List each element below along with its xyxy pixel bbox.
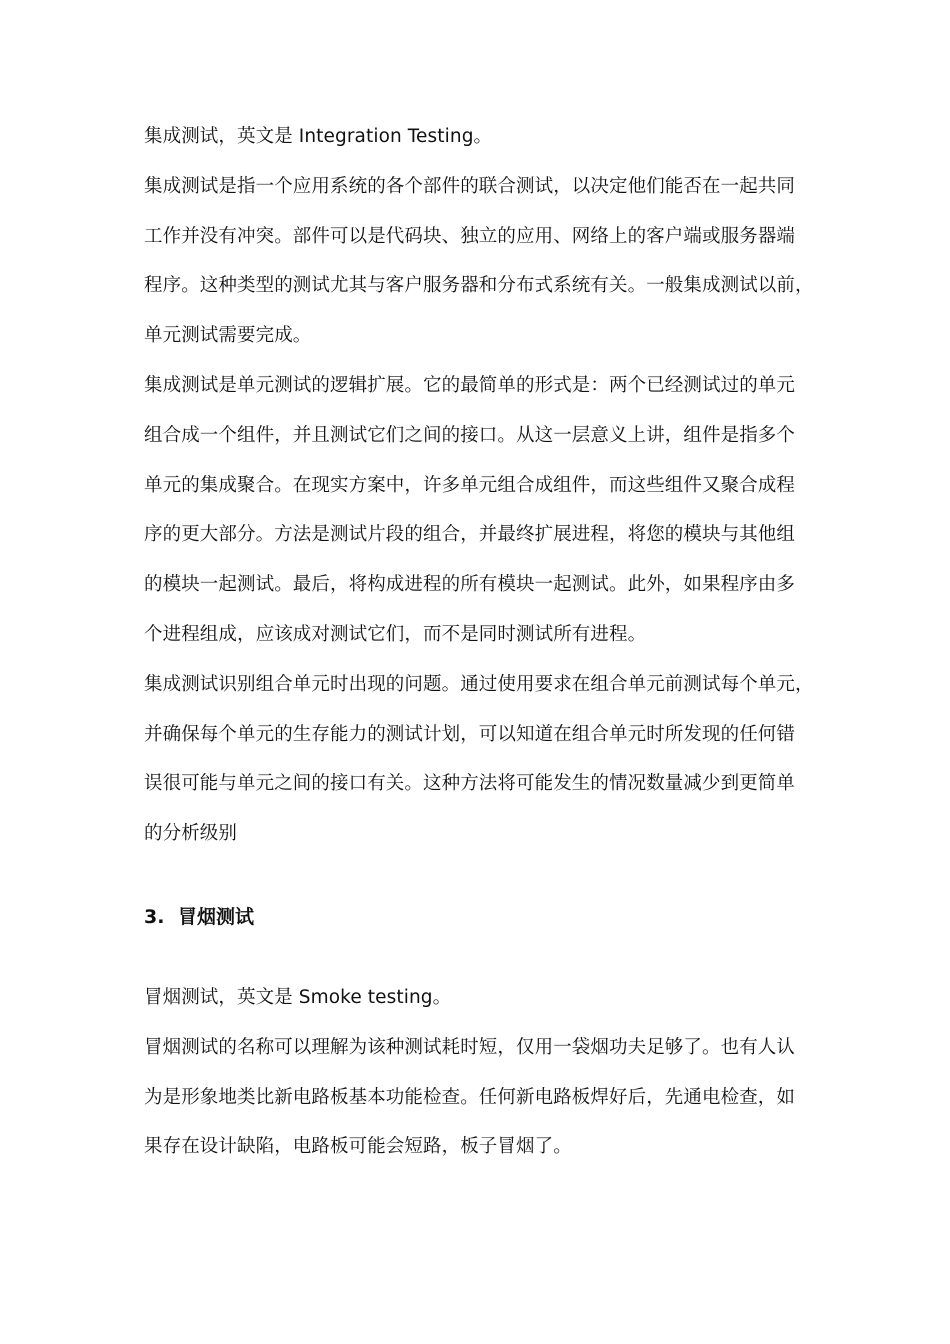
text-line: 单元的集成聚合。在现实方案中，许多单元组合成组件，而这些组件又聚合成程 bbox=[144, 474, 796, 496]
text-line: 集成测试是指一个应用系统的各个部件的联合测试，以决定他们能否在一起共同 bbox=[144, 175, 796, 197]
text-line: 序的更大部分。方法是测试片段的组合，并最终扩展进程，将您的模块与其他组 bbox=[144, 524, 796, 546]
text-line: 误很可能与单元之间的接口有关。这种方法将可能发生的情况数量减少到更简单 bbox=[144, 773, 796, 795]
section-title: 冒烟测试 bbox=[178, 905, 255, 928]
document-body bbox=[144, 112, 814, 1172]
text-line: 的模块一起测试。最后，将构成进程的所有模块一起测试。此外，如果程序由多 bbox=[144, 574, 796, 596]
text-line: 的分析级别 bbox=[144, 823, 238, 845]
text-line: 并确保每个单元的生存能力的测试计划，可以知道在组合单元时所发现的任何错 bbox=[144, 723, 796, 745]
text-line: 工作并没有冲突。部件可以是代码块、独立的应用、网络上的客户端或服务器端 bbox=[144, 225, 796, 247]
integration-paragraph-3 bbox=[144, 660, 814, 859]
text-line: 冒烟测试的名称可以理解为该种测试耗时短，仅用一袋烟功夫足够了。也有人认 bbox=[144, 1036, 796, 1058]
smoke-paragraph-1 bbox=[144, 1023, 814, 1172]
integration-intro: 集成测试，英文是 Integration Testing。 bbox=[144, 126, 493, 147]
integration-paragraph-2 bbox=[144, 361, 814, 660]
text-line: 个进程组成，应该成对测试它们，而不是同时测试所有进程。 bbox=[144, 623, 647, 645]
text-line: 集成测试是单元测试的逻辑扩展。它的最简单的形式是：两个已经测试过的单元 bbox=[144, 374, 796, 396]
text-line: 集成测试识别组合单元时出现的问题。通过使用要求在组合单元前测试每个单元， bbox=[144, 673, 814, 695]
text-line: 单元测试需要完成。 bbox=[144, 325, 312, 347]
integration-paragraph-1 bbox=[144, 162, 814, 361]
text-line: 组合成一个组件，并且测试它们之间的接口。从这一层意义上讲，组件是指多个 bbox=[144, 424, 796, 446]
smoke-section-heading bbox=[144, 906, 814, 928]
text-line: 果存在设计缺陷，电路板可能会短路，板子冒烟了。 bbox=[144, 1136, 572, 1158]
text-line: 程序。这种类型的测试尤其与客户服务器和分布式系统有关。一般集成测试以前， bbox=[144, 275, 814, 297]
text-line: 为是形象地类比新电路板基本功能检查。任何新电路板焊好后，先通电检查，如 bbox=[144, 1086, 796, 1108]
section-number: 3. bbox=[144, 905, 165, 928]
smoke-intro: 冒烟测试，英文是 Smoke testing。 bbox=[144, 986, 452, 1008]
